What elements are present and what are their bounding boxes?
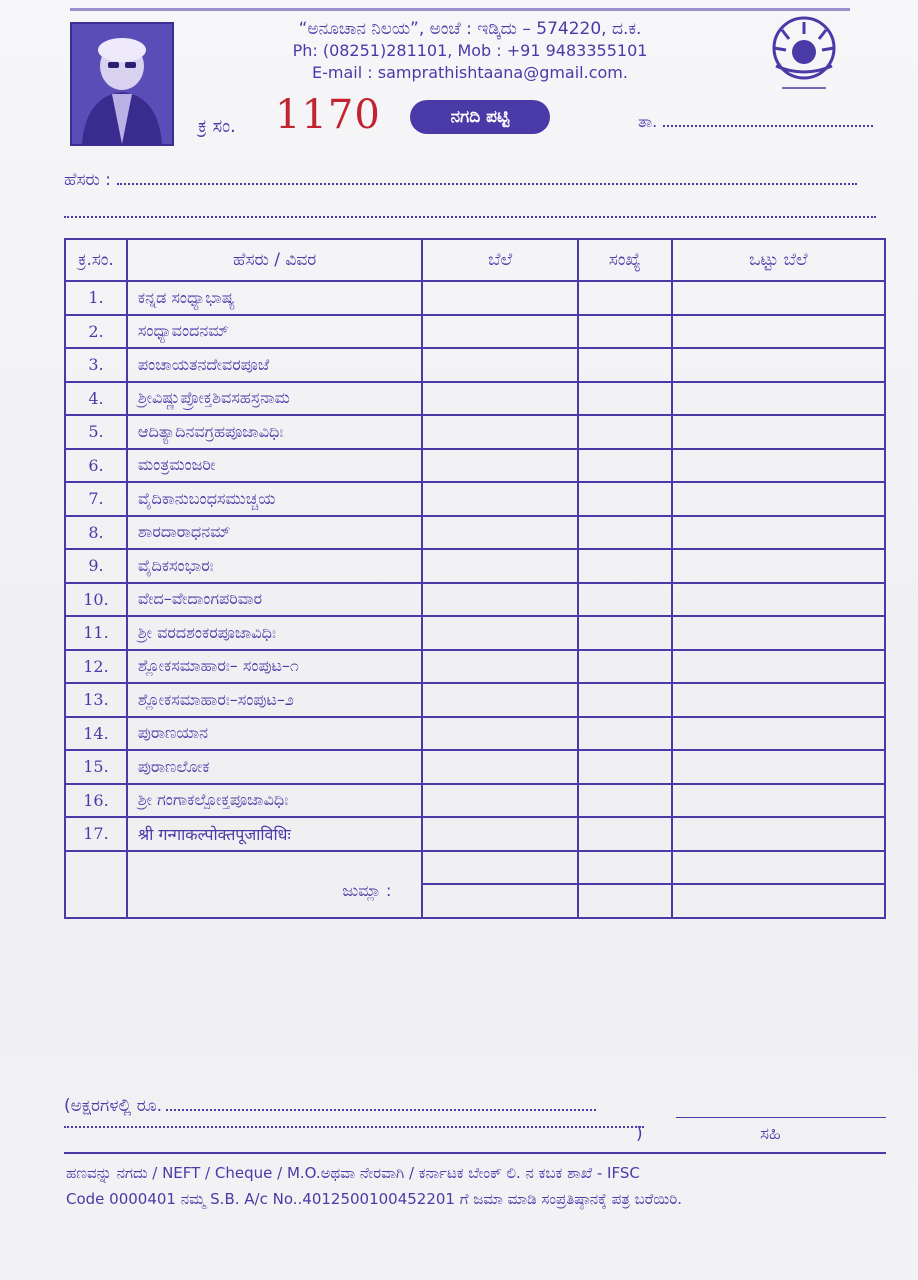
amount-in-words-field[interactable] — [64, 1096, 596, 1116]
table-row — [65, 382, 885, 416]
row-total-cell[interactable] — [672, 482, 885, 516]
organization-emblem-icon — [758, 14, 850, 100]
date-label: ತಾ. — [638, 112, 658, 131]
portrait-photo — [70, 22, 174, 146]
row-price-cell[interactable] — [422, 784, 578, 818]
row-item-name: ವೈದಿಕಾನುಬಂಧಸಮುಚ್ಚಯ — [127, 482, 423, 516]
row-price-cell[interactable] — [422, 482, 578, 516]
row-quantity-cell[interactable] — [578, 717, 672, 751]
payment-instructions — [66, 1160, 890, 1212]
row-quantity-cell[interactable] — [578, 616, 672, 650]
row-price-cell[interactable] — [422, 549, 578, 583]
row-item-name: ಶ್ರೀ ವರದಶಂಕರಪೂಜಾವಿಧಿಃ — [127, 616, 423, 650]
row-serial: 1. — [65, 281, 127, 315]
total-label: ಜುಮ್ಲಾ : — [127, 851, 423, 918]
row-serial: 12. — [65, 650, 127, 684]
row-price-cell[interactable] — [422, 281, 578, 315]
row-quantity-cell[interactable] — [578, 583, 672, 617]
row-quantity-cell[interactable] — [578, 315, 672, 349]
row-serial: 11. — [65, 616, 127, 650]
name-second-dotted-line — [64, 216, 876, 218]
grand-total-cell[interactable] — [672, 884, 885, 918]
row-quantity-cell[interactable] — [578, 482, 672, 516]
row-quantity-cell[interactable] — [578, 683, 672, 717]
row-total-cell[interactable] — [672, 549, 885, 583]
row-serial: 13. — [65, 683, 127, 717]
row-item-name: ಪಂಚಾಯತನದೇವರಪೂಜೆ — [127, 348, 423, 382]
phone-line: Ph: (08251)281101, Mob : +91 9483355101 — [292, 41, 648, 60]
row-serial: 15. — [65, 750, 127, 784]
row-quantity-cell[interactable] — [578, 549, 672, 583]
blank-serial-cell — [65, 851, 127, 918]
amount-in-words-label: (ಅಕ್ಷರಗಳಲ್ಲಿ ರೂ. — [64, 1096, 162, 1116]
table-header-row — [65, 239, 885, 281]
payment-line-1: ಹಣವನ್ನು ನಗದು / NEFT / Cheque / M.O.ಅಥವಾ ನೇರವಾಗಿ / ಕರ್ನಾಟಕ ಬೇಂಕ್ ಲಿ. ನ ಕಬಕ ಶಾಖೆ - IFSC — [66, 1164, 640, 1182]
row-total-cell[interactable] — [672, 449, 885, 483]
row-serial: 16. — [65, 784, 127, 818]
row-quantity-cell[interactable] — [578, 382, 672, 416]
table-row — [65, 415, 885, 449]
table-row — [65, 516, 885, 550]
col-header-name: ಹೆಸರು / ವಿವರ — [127, 239, 423, 281]
name-dotted-line — [117, 183, 857, 185]
row-total-cell[interactable] — [672, 717, 885, 751]
row-total-cell[interactable] — [672, 784, 885, 818]
row-price-cell[interactable] — [422, 650, 578, 684]
blank-price-cell[interactable] — [422, 851, 578, 885]
table-row — [65, 549, 885, 583]
serial-number: 1170 — [275, 92, 381, 138]
row-price-cell[interactable] — [422, 449, 578, 483]
row-quantity-cell[interactable] — [578, 516, 672, 550]
row-total-cell[interactable] — [672, 817, 885, 851]
row-price-cell[interactable] — [422, 315, 578, 349]
row-price-cell[interactable] — [422, 348, 578, 382]
table-row — [65, 616, 885, 650]
table-row — [65, 683, 885, 717]
row-quantity-cell[interactable] — [578, 817, 672, 851]
row-serial: 7. — [65, 482, 127, 516]
receipt-title-badge: ನಗದಿ ಪಟ್ಟಿ — [410, 100, 550, 134]
table-row — [65, 449, 885, 483]
row-item-name: ಕನ್ನಡ ಸಂಧ್ಯಾಭಾಷ್ಯ — [127, 281, 423, 315]
row-serial: 10. — [65, 583, 127, 617]
col-header-price: ಬೆಲೆ — [422, 239, 578, 281]
row-serial: 5. — [65, 415, 127, 449]
row-price-cell[interactable] — [422, 583, 578, 617]
col-header-serial: ಕ್ರ.ಸಂ. — [65, 239, 127, 281]
row-total-cell[interactable] — [672, 315, 885, 349]
row-total-cell[interactable] — [672, 650, 885, 684]
row-item-name: ಶ್ರೀವಿಷ್ಣುಪ್ರೋಕ್ತಶಿವಸಹಸ್ರನಾಮ — [127, 382, 423, 416]
email-line: E-mail : samprathishtaana@gmail.com. — [312, 63, 628, 82]
table-row — [65, 717, 885, 751]
items-table — [64, 238, 886, 919]
row-quantity-cell[interactable] — [578, 415, 672, 449]
amount-in-words-dotted-line — [166, 1109, 596, 1111]
serial-label: ಕ್ರ ಸಂ. — [198, 116, 236, 137]
blank-total-cell[interactable] — [672, 851, 885, 885]
row-price-cell[interactable] — [422, 750, 578, 784]
row-item-name: श्री गन्गाकल्पोक्तपूजाविधिः — [127, 817, 423, 851]
row-price-cell[interactable] — [422, 516, 578, 550]
table-row — [65, 348, 885, 382]
row-item-name: ಮಂತ್ರಮಂಜರೀ — [127, 449, 423, 483]
top-cut-edge — [70, 0, 850, 11]
name-label: ಹೆಸರು : — [64, 170, 112, 190]
date-dotted-line — [663, 125, 873, 127]
row-serial: 6. — [65, 449, 127, 483]
row-serial: 9. — [65, 549, 127, 583]
col-header-total: ಒಟ್ಟು ಬೆಲೆ — [672, 239, 885, 281]
total-price-cell[interactable] — [422, 884, 578, 918]
row-total-cell[interactable] — [672, 281, 885, 315]
row-item-name: ವೇದ–ವೇದಾಂಗಪರಿವಾರ — [127, 583, 423, 617]
date-field[interactable] — [638, 112, 873, 132]
blank-row — [65, 851, 885, 885]
row-price-cell[interactable] — [422, 382, 578, 416]
row-item-name: ಶ್ರೀ ಗಂಗಾಕಲ್ಪೋಕ್ತಪೂಜಾವಿಧಿಃ — [127, 784, 423, 818]
amount-in-words-close: ) — [636, 1124, 643, 1144]
row-price-cell[interactable] — [422, 683, 578, 717]
row-price-cell[interactable] — [422, 817, 578, 851]
row-item-name: ಶ್ಲೋಕಸಮಾಹಾರಃ– ಸಂಪುಟ–೧ — [127, 650, 423, 684]
row-price-cell[interactable] — [422, 616, 578, 650]
table-row — [65, 281, 885, 315]
payment-line-2: Code 0000401 ನಮ್ಮ S.B. A/c No..4012500100452201 ಗೆ ಜಮಾ ಮಾಡಿ ಸಂಪ್ರತಿಷ್ಠಾನಕ್ಕೆ ಪತ್ರ ಬರೆಯಿರಿ. — [66, 1190, 683, 1208]
row-price-cell[interactable] — [422, 415, 578, 449]
row-total-cell[interactable] — [672, 616, 885, 650]
total-quantity-cell[interactable] — [578, 884, 672, 918]
row-serial: 8. — [65, 516, 127, 550]
footer-separator — [64, 1152, 886, 1154]
row-item-name: ಶ್ಲೋಕಸಮಾಹಾರಃ–ಸಂಪುಟ–೨ — [127, 683, 423, 717]
table-row — [65, 315, 885, 349]
signature-line[interactable] — [676, 1117, 886, 1118]
table-row — [65, 750, 885, 784]
row-serial: 14. — [65, 717, 127, 751]
row-total-cell[interactable] — [672, 583, 885, 617]
row-quantity-cell[interactable] — [578, 281, 672, 315]
row-item-name: ಪುರಾಣಯಾನ — [127, 717, 423, 751]
col-header-quantity: ಸಂಖ್ಯೆ — [578, 239, 672, 281]
name-field[interactable] — [64, 170, 857, 190]
row-item-name: ಸಂಧ್ಯಾವಂದನಮ್ — [127, 315, 423, 349]
row-total-cell[interactable] — [672, 348, 885, 382]
address-block — [190, 18, 750, 84]
row-serial: 2. — [65, 315, 127, 349]
address-line: “ಅನೂಚಾನ ನಿಲಯ”, ಅಂಚೆ : ಇಡ್ಕಿದು – 574220, ದ.ಕ. — [298, 19, 642, 39]
row-total-cell[interactable] — [672, 750, 885, 784]
row-total-cell[interactable] — [672, 382, 885, 416]
amount-in-words-second-line — [64, 1126, 644, 1128]
row-quantity-cell[interactable] — [578, 650, 672, 684]
row-quantity-cell[interactable] — [578, 784, 672, 818]
row-item-name: ವೈದಿಕಸಂಭಾರಃ — [127, 549, 423, 583]
table-row — [65, 817, 885, 851]
row-total-cell[interactable] — [672, 683, 885, 717]
row-serial: 17. — [65, 817, 127, 851]
blank-quantity-cell[interactable] — [578, 851, 672, 885]
signature-label: ಸಹಿ — [760, 1124, 781, 1144]
table-row — [65, 482, 885, 516]
row-item-name: ಶಾರದಾರಾಧನಮ್ — [127, 516, 423, 550]
row-quantity-cell[interactable] — [578, 750, 672, 784]
row-price-cell[interactable] — [422, 717, 578, 751]
row-serial: 3. — [65, 348, 127, 382]
table-row — [65, 784, 885, 818]
row-quantity-cell[interactable] — [578, 449, 672, 483]
row-item-name: ಆದಿತ್ಯಾದಿನವಗ್ರಹಪೂಜಾವಿಧಿಃ — [127, 415, 423, 449]
row-total-cell[interactable] — [672, 516, 885, 550]
table-row — [65, 650, 885, 684]
row-total-cell[interactable] — [672, 415, 885, 449]
row-quantity-cell[interactable] — [578, 348, 672, 382]
row-serial: 4. — [65, 382, 127, 416]
row-item-name: ಪುರಾಣಲೋಕ — [127, 750, 423, 784]
table-row — [65, 583, 885, 617]
